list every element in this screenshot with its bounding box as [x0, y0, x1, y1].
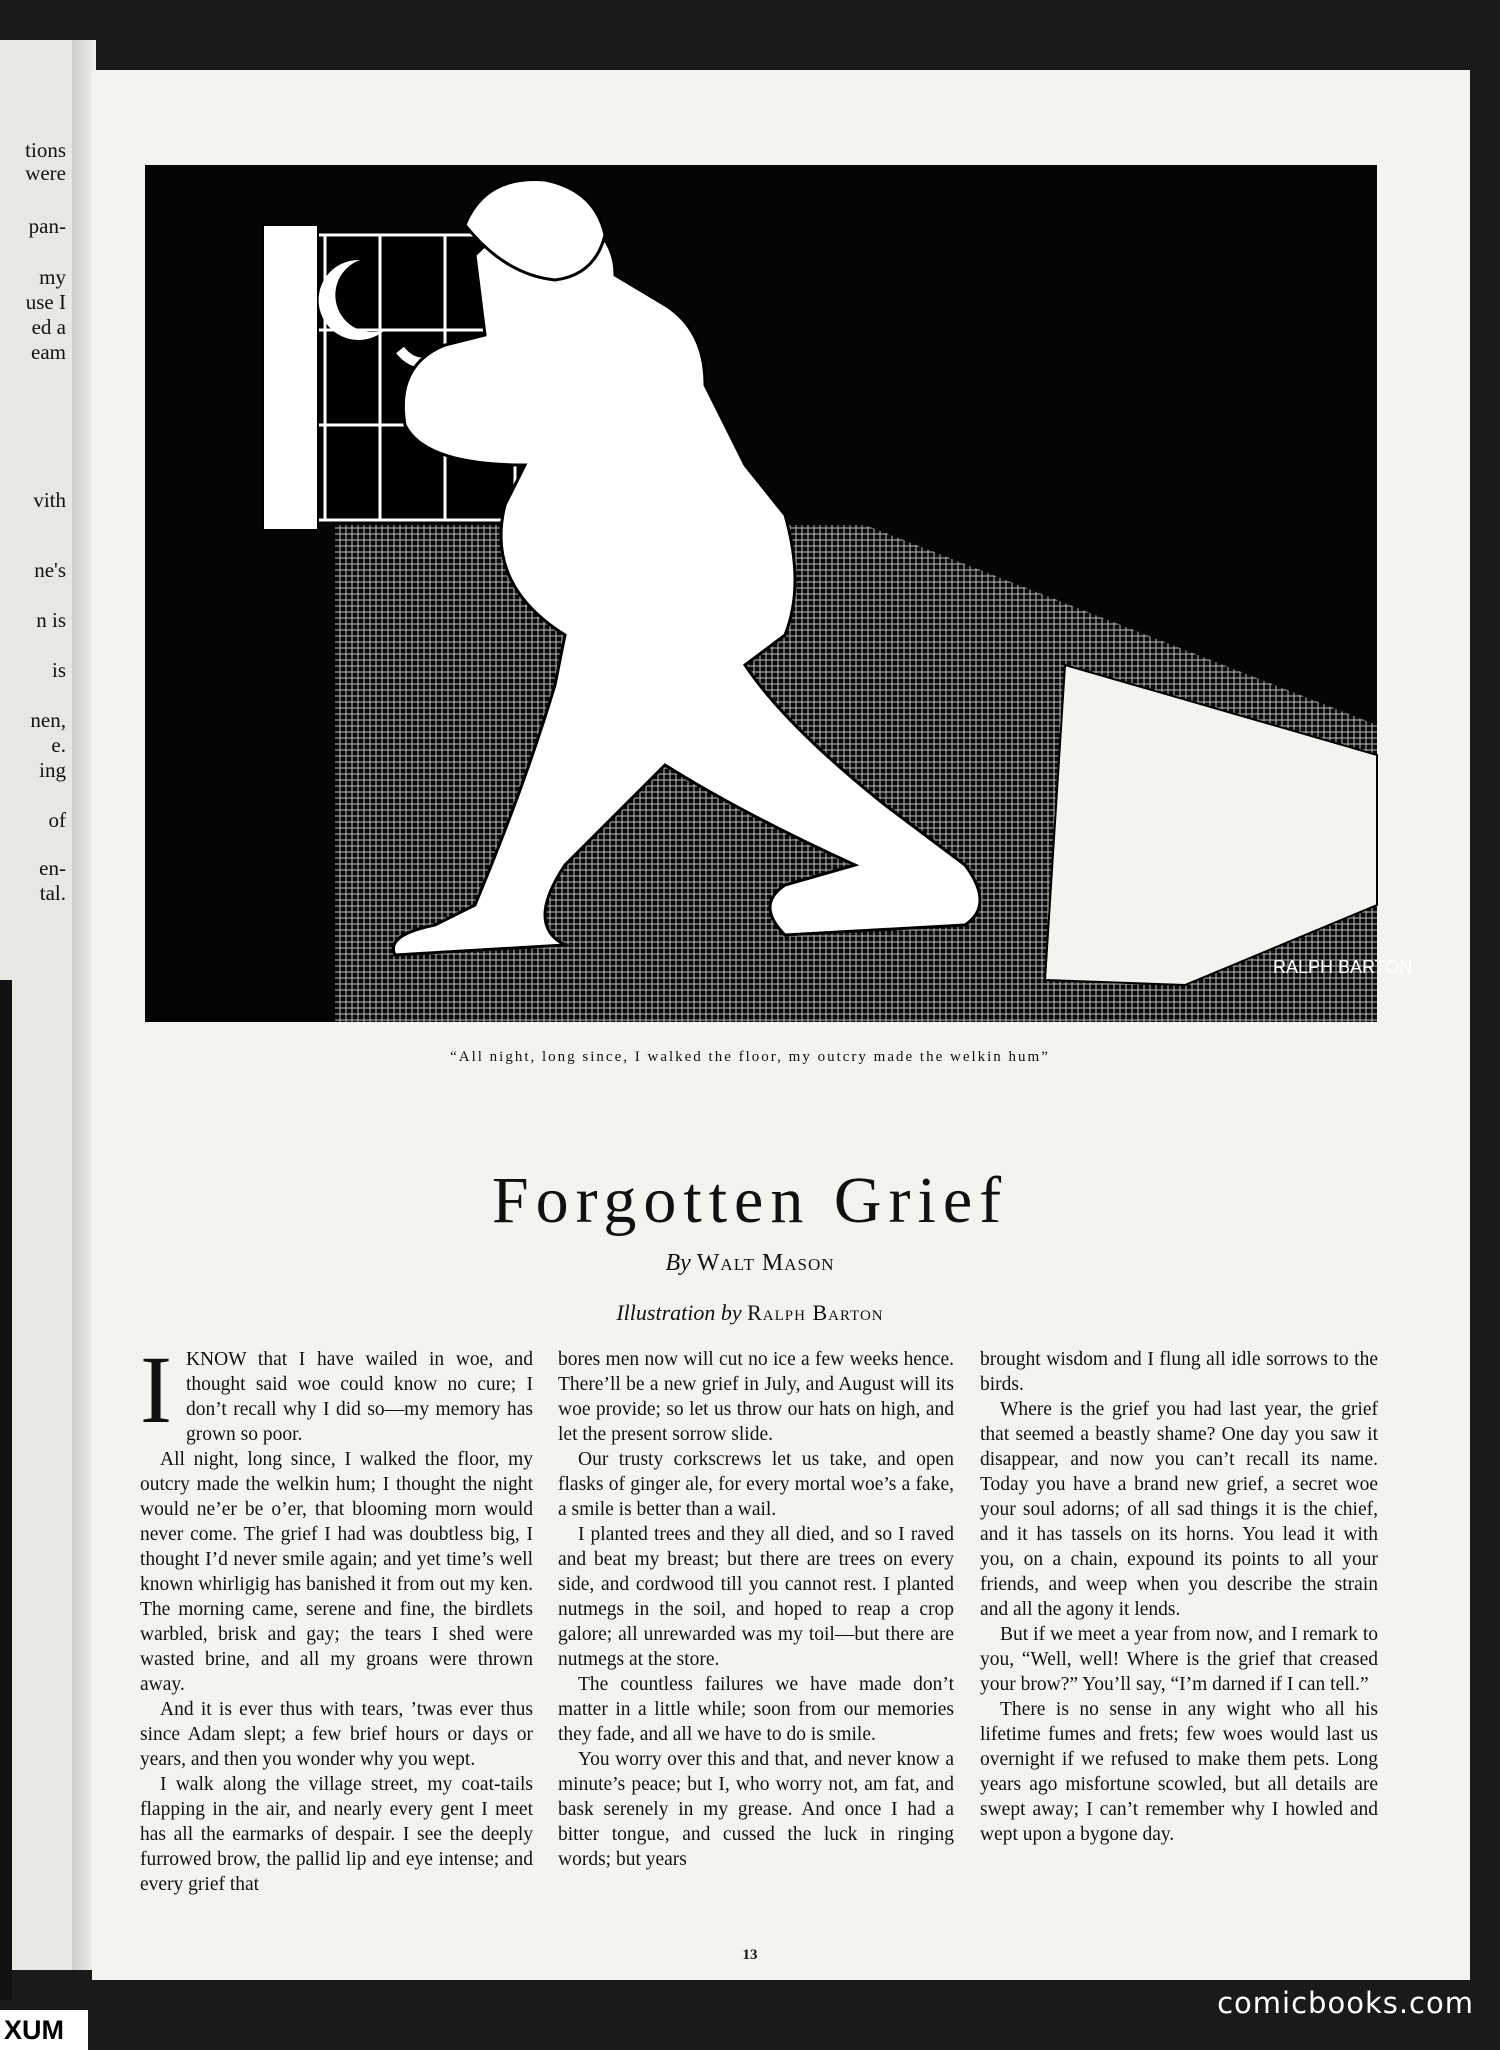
paragraph: I planted trees and they all died, and so I raved and beat my breast; but there are trees on every side, and cordwood till you cannot rest. I planted nutmegs in the soil, and hoped to reap a crop galore; all unrewarded was my toil—but there are nutmegs at the store.: [558, 1524, 954, 1670]
article-title: Forgotten Grief: [491, 1164, 1009, 1237]
left-page-fragment: tions: [25, 138, 66, 162]
left-page-fragment: ne's: [34, 558, 66, 582]
paragraph: [140, 1336, 533, 1447]
paragraph-text: KNOW that I have wailed in woe, and thought said woe could know no cure; I don’t recall why I did so—my memory has grown so poor.: [185, 1349, 533, 1445]
illustration: [145, 165, 1413, 1022]
left-page-fragment: e.: [51, 733, 66, 757]
paragraph: All night, long since, I walked the floor, my outcry made the welkin hum; I thought the night would ne’er be o’er, that blooming morn would never come. The grief I had was doubtless big, I thought I’d never smile again; and yet time’s well known whirligig has banished it from out my ken. The morning came, serene and fine, the birdlets warbled, brisk and gay; the tears I shed were wasted brine, and all my groans were thrown away.: [140, 1449, 533, 1695]
left-page-fragment: use I: [25, 290, 66, 314]
article-column-2: [558, 1347, 954, 1872]
article-column-3: [980, 1347, 1378, 1847]
author-name: Walt Mason: [696, 1250, 835, 1276]
page-number: 13: [742, 1947, 758, 1963]
paragraph: I walk along the village street, my coat-tails flapping in the air, and nearly every gent I meet has all the earmarks of despair. I see the deeply furrowed brow, the pallid lip and eye intense; and every grief that: [140, 1774, 533, 1895]
paragraph: And it is ever thus with tears, ’twas ever thus since Adam slept; a few brief hours or days or years, and then you wonder why you wept.: [140, 1699, 533, 1770]
left-page-fragment: eam: [31, 340, 66, 364]
left-page-fragment: nen,: [30, 708, 66, 732]
left-page-fragment: en-: [39, 856, 66, 880]
left-page-fragment: were: [25, 161, 66, 185]
paragraph: The countless failures we have made don’t matter in a little while; soon from our memories they fade, and all we have to do is smile.: [558, 1674, 954, 1745]
left-page-edge: [0, 40, 72, 1970]
left-page-fragment: my: [39, 265, 66, 289]
curtain: [263, 225, 318, 530]
left-page-fragment: ed a: [31, 315, 66, 339]
illustration-caption: “All night, long since, I walked the floor, my outcry made the welkin hum”: [450, 1049, 1050, 1065]
left-page-fragment: n is: [36, 608, 66, 632]
drop-cap: I: [140, 1336, 172, 1443]
artist-signature: RALPH BARTON: [1273, 957, 1413, 977]
illustration-art: [145, 165, 1413, 1022]
article-column-1: [140, 1336, 533, 1897]
left-page-fragment: of: [48, 808, 66, 832]
paragraph: You worry over this and that, and never know a minute’s peace; but I, who worry not, am fat, and bask serenely in my grease. And once I had a bitter tongue, and cussed the luck in ringing words; but years: [558, 1749, 954, 1870]
paragraph: bores men now will cut no ice a few weeks hence. There’ll be a new grief in July, and August will its woe provide; so let us throw our hats on high, and let the present sorrow slide.: [558, 1349, 954, 1445]
corner-tag: XUM: [0, 2010, 88, 2050]
left-page-fragment: is: [51, 658, 66, 682]
paragraph: There is no sense in any wight who all his lifetime fumes and frets; few woes would last us overnight if we refused to make them pets. Long years ago misfortune scowled, but all details are swept away; I can’t remember why I howled and wept upon a bygone day.: [980, 1699, 1378, 1845]
illustration-credit: [0, 1300, 1500, 1326]
left-page-fragment: tal.: [39, 881, 66, 905]
byline-prefix: By: [665, 1250, 691, 1276]
left-page-fragment: ing: [39, 758, 66, 782]
paragraph: But if we meet a year from now, and I remark to you, “Well, well! Where is the grief that creased your brow?” You’ll say, “I’m darned if I can tell.”: [980, 1624, 1378, 1695]
left-page-fragment: pan-: [28, 214, 66, 238]
illustrator-name: Ralph Barton: [747, 1300, 884, 1325]
paragraph: Our trusty corkscrews let us take, and open flasks of ginger ale, for every mortal woe’s a fake, a smile is better than a wail.: [558, 1449, 954, 1520]
paragraph: Where is the grief you had last year, the grief that seemed a beastly shame? One day you saw it disappear, and now you can’t recall its name. Today you have a brand new grief, a secret woe your soul adorns; of all sad things it is the chief, and it has tassels on its horns. You lead it with you, on a chain, expound its points to all your friends, and weep when you describe the strain and all the agony it lends.: [980, 1399, 1378, 1620]
illustration-credit-prefix: Illustration by: [616, 1300, 742, 1325]
watermark: comicbooks.com: [1217, 1986, 1474, 2020]
paragraph: brought wisdom and I flung all idle sorrows to the birds.: [980, 1349, 1378, 1395]
left-page-shadow: [0, 980, 12, 2000]
byline: [0, 1250, 1500, 1277]
left-page-fragment: vith: [33, 488, 66, 512]
